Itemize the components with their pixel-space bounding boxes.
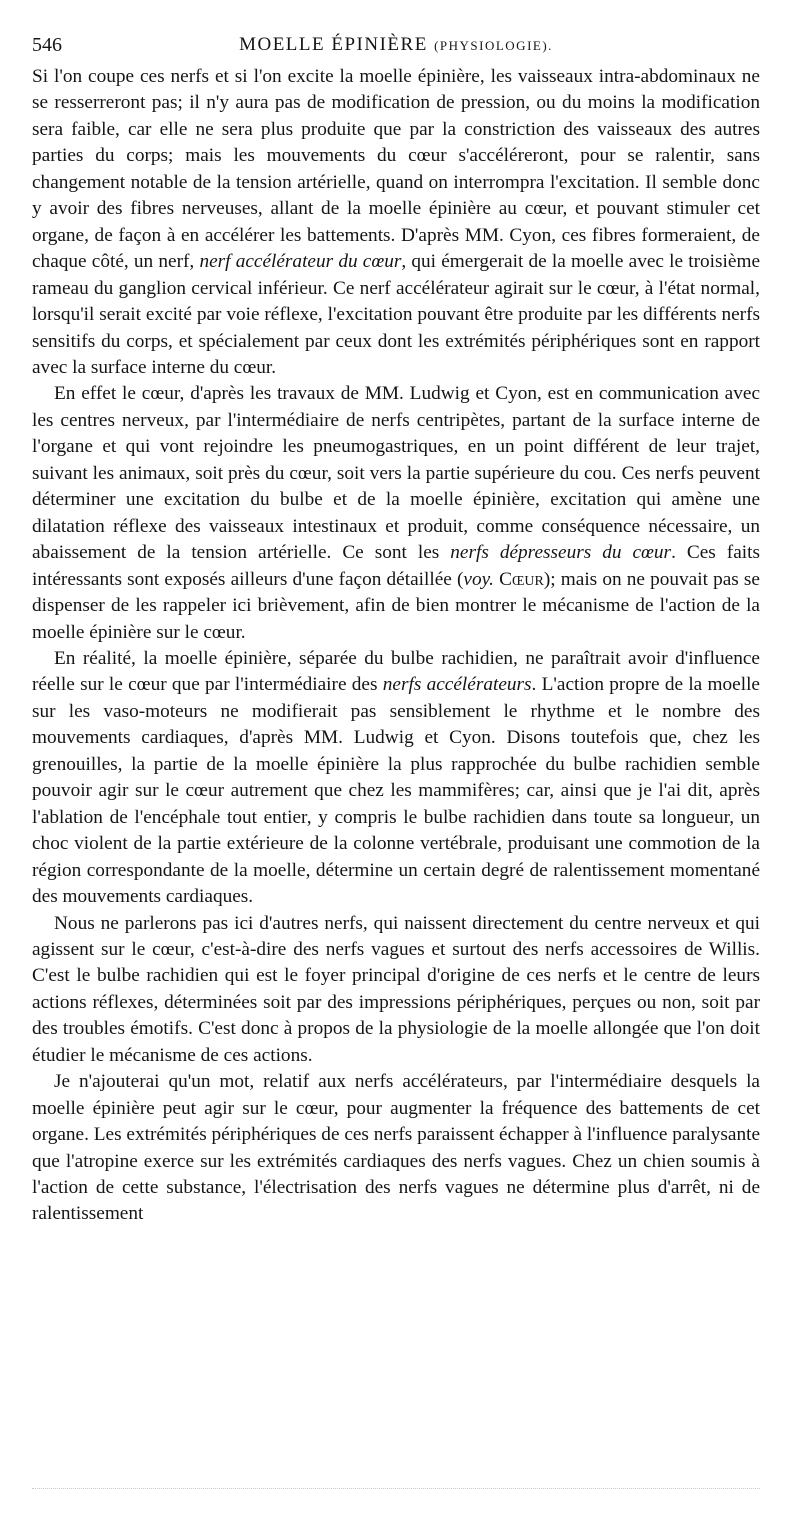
- text-run: En effet le cœur, d'après les travaux de MM. Ludwig et Cyon, est en communication avec les centres nerveux, par l'intermédiaire de nerfs centripètes, partant de la surface interne de l'organe et qui vont rejoindre les pneumogastriques, en un point différent de leur trajet, suivant les animaux, soit près du cœur, soit vers la partie supérieure du cou. Ces nerfs peuvent déterminer une excitation du bulbe et de la moelle épinière, excitation qui amène une dilatation réflexe des vaisseaux intestinaux et produit, comme conséquence nécessaire, un abaissement de la tension artérielle. Ce sont les: [32, 383, 760, 564]
- text-run: En réalité, la moelle épinière, séparée du bulbe rachidien, ne paraîtrait avoir d'influence réelle sur le cœur que par l'intermédiaire des: [32, 647, 760, 696]
- text-run: . L'action propre de la moelle sur les vaso-moteurs ne modifierait pas sensiblement le rhythme et le nombre des mouvements cardiaques, d'après MM. Ludwig et Cyon. Disons toutefois que, chez les grenouilles, la partie de la moelle épinière la plus rapprochée du bulbe rachidien semble pouvoir agir sur le cœur autrement que chez les mammifères; car, ainsi que je l'ai dit, après l'ablation de l'encéphale tout entier, y compris le bulbe rachidien dans toute sa longueur, un choc violent de la partie extérieure de la colonne vertébrale, produisant une commotion de la région correspondante de la moelle, détermine un certain degré de ralentissement momentané des mouvements cardiaques.: [32, 674, 760, 908]
- running-title: [32, 34, 760, 56]
- text-run: . Ces faits intéressants sont exposés ailleurs d'une façon détaillée (: [32, 542, 760, 590]
- cross-reference: Cœur: [499, 568, 544, 590]
- book-page: [32, 30, 760, 1228]
- page-number: 546: [32, 34, 62, 56]
- paragraph: [32, 1069, 760, 1228]
- italic-term: nerf accélérateur du cœur: [199, 251, 402, 273]
- paragraph: [32, 911, 760, 1070]
- running-title-sub: (PHYSIOLOGIE).: [434, 38, 553, 53]
- paragraph: [32, 64, 760, 381]
- page-header: [32, 30, 760, 64]
- paragraph: [32, 381, 760, 646]
- text-run: Si l'on coupe ces nerfs et si l'on excite la moelle épinière, les vaisseaux intra-abdominaux ne se resserreront pas; il n'y aura pas de modification de pression, ou du moins la modification sera faible, car elle ne sera plus produite que par la constriction des vaisseaux des autres parties du corps; mais les mouvements du cœur s'accéléreront, pour se ralentir, sans changement notable de la tension artérielle, quand on interrompra l'excitation. Il semble donc y avoir des fibres nerveuses, allant de la moelle épinière au cœur, et pouvant stimuler cet organe, de façon à en accélérer les battements. D'après MM. Cyon, ces fibres formeraient, de chaque côté, un nerf,: [32, 66, 760, 273]
- italic-term: nerfs accélérateurs: [382, 674, 532, 696]
- italic-term: voy.: [463, 568, 494, 590]
- text-run: , qui émergerait de la moelle avec le troisième rameau du ganglion cervical inférieur. Ce nerf accélérateur agirait sur le cœur, à l'état normal, lorsqu'il serait excité par voie réflexe, l'excitation pouvant être produite par les différents nerfs sensitifs du corps, et spécialement par ceux dont les extrémités périphériques sont en rapport avec la surface interne du cœur.: [32, 251, 761, 378]
- running-title-main: MOELLE ÉPINIÈRE: [239, 34, 428, 55]
- text-run: ); mais on ne pouvait pas se dispenser de les rappeler ici brièvement, afin de bien montrer le mécanisme de l'action de la moelle épinière sur le cœur.: [32, 568, 760, 643]
- italic-term: nerfs dépresseurs du cœur: [450, 542, 672, 564]
- text-run: Je n'ajouterai qu'un mot, relatif aux nerfs accélérateurs, par l'intermédiaire desquels la moelle épinière peut agir sur le cœur, pour augmenter la fréquence des battements de cet organe. Les extrémités périphériques de ces nerfs paraissent échapper à l'influence paralysante que l'atropine exerce sur les extrémités cardiaques des nerfs vagues. Chez un chien soumis à l'action de cette substance, l'électrisation des nerfs vagues ne détermine plus d'arrêt, ni de ralentissement: [32, 1071, 760, 1225]
- bottom-rule: [32, 1488, 760, 1489]
- paragraph: [32, 646, 760, 911]
- body-text: [32, 64, 760, 1228]
- text-run: Nous ne parlerons pas ici d'autres nerfs, qui naissent directement du centre nerveux et qui agissent sur le cœur, c'est-à-dire des nerfs vagues et surtout des nerfs accessoires de Willis. C'est le bulbe rachidien qui est le foyer principal d'origine de ces nerfs et le centre de leurs actions réflexes, déterminées soit par des impressions périphériques, perçues ou non, soit par des troubles émotifs. C'est donc à propos de la physiologie de la moelle allongée que l'on doit étudier le mécanisme de ces actions.: [32, 912, 760, 1066]
